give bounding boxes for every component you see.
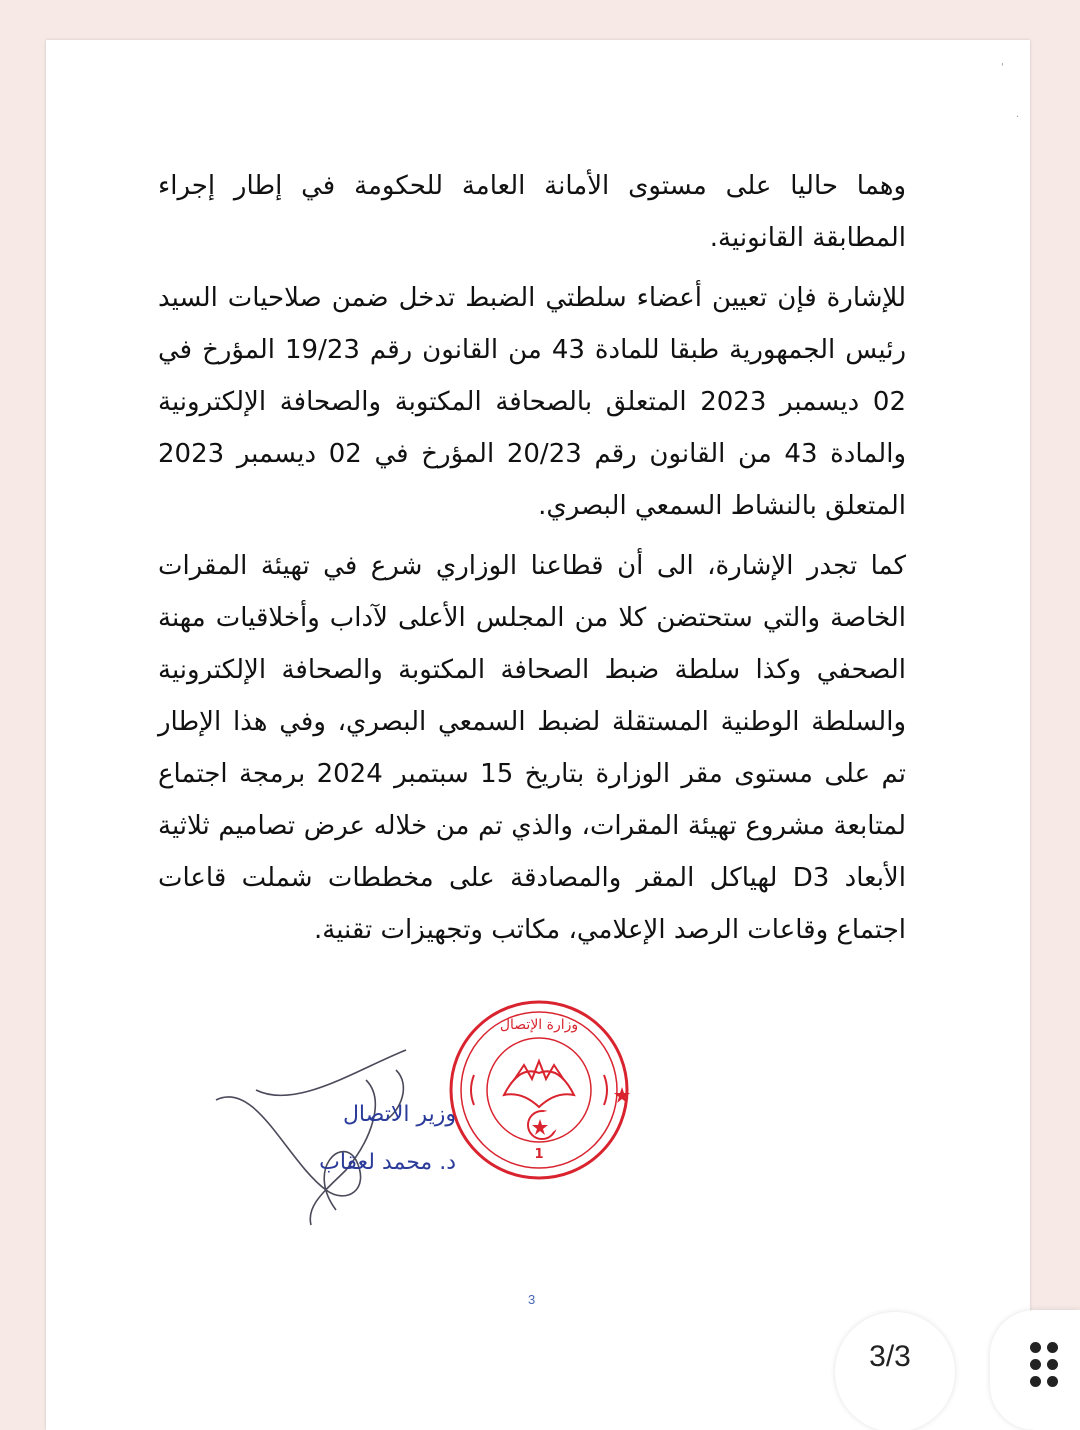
paragraph-1: وهما حاليا على مستوى الأمانة العامة للحكومة في إطار إجراء المطابقة القانونية. — [158, 171, 906, 253]
dots-grid-icon — [1030, 1342, 1070, 1382]
handwritten-signature-icon — [196, 1040, 456, 1240]
stamp-number: 1 — [534, 1147, 544, 1162]
paragraph-2: للإشارة فإن تعيين أعضاء سلطتي الضبط تدخل ضمن صلاحيات السيد رئيس الجمهورية طبقا للمادة 43 من القانون رقم 19/23 المؤرخ في 02 ديسمبر 2023 المتعلق بالصحافة المكتوبة والصحافة الإلكترونية والمادة 43 من القانون رقم 20/23 المؤرخ في 02 ديسمبر 2023 المتعلق بالنشاط السمعي البصري. — [158, 283, 907, 521]
stamp-text: وزارة الإتصال — [499, 1017, 579, 1033]
scan-artifact-mark: ' — [1001, 62, 1004, 73]
page-number: 3 — [528, 1292, 536, 1307]
page-indicator-label: 3/3 — [869, 1340, 911, 1373]
document-page — [46, 40, 1030, 1430]
page-indicator — [835, 1312, 955, 1430]
signature-title: وزير الاتصال — [342, 1102, 456, 1127]
scan-artifact-mark: · — [1016, 112, 1020, 123]
paragraph-3: كما تجدر الإشارة، الى أن قطاعنا الوزاري شرع في تهيئة المقرات الخاصة والتي ستحتضن كلا من المجلس الأعلى لآداب وأخلاقيات مهنة الصحفي وكذا سلطة ضبط الصحافة المكتوبة والصحافة الإلكترونية والسلطة الوطنية المستقلة لضبط السمعي البصري، وفي هذا الإطار تم على مستوى مقر الوزارة بتاريخ 15 سبتمبر 2024 برمجة اجتماع لمتابعة مشروع تهيئة المقرات، والذي تم من خلاله عرض تصاميم ثلاثية الأبعاد D3 لهياكل المقر والمصادقة على مخططات شملت قاعات اجتماع وقاعات الرصد الإعلامي، مكاتب وتجهيزات تقنية. — [158, 551, 907, 945]
menu-button[interactable] — [990, 1310, 1080, 1430]
signature-name: د. محمد لعقاب — [319, 1150, 456, 1175]
official-stamp — [444, 995, 634, 1185]
